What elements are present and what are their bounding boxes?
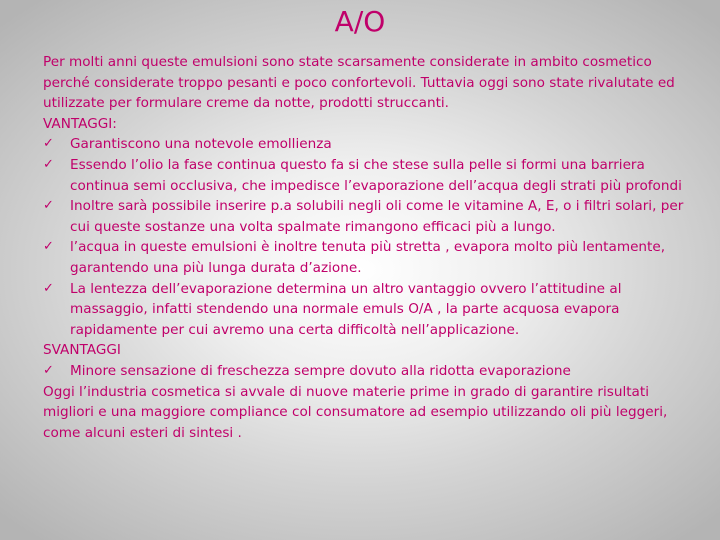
disadvantage-text: Minore sensazione di freschezza sempre dovuto alla ridotta evaporazione — [70, 362, 571, 379]
conclusion-paragraph: Oggi l’industria cosmetica si avvale di nuove materie prime in grado di garantire risultati migliori e una maggiore compliance col consumatore ad esempio utilizzando oli più leggeri, come alcuni esteri di sintesi . — [43, 383, 668, 441]
advantage-item — [43, 279, 693, 341]
disadvantage-item — [43, 361, 693, 382]
disadvantages-heading: SVANTAGGI — [43, 342, 121, 359]
checkmark-icon: ✓ — [43, 362, 54, 378]
advantage-text: Garantiscono una notevole emollienza — [70, 136, 332, 153]
advantage-text: Inoltre sarà possibile inserire p.a solubili negli oli come le vitamine A, E, o i filtri solari, per cui queste sostanze una volta spalmate rimangono efficaci più a lungo. — [70, 198, 684, 235]
advantage-text: La lentezza dell’evaporazione determina un altro vantaggio ovvero l’attitudine al massaggio, infatti stendendo una normale emuls O/A , la parte acquosa evapora rapidamente per cui avremo una certa difficoltà nell’applicazione. — [70, 280, 622, 338]
disadvantages-list — [43, 361, 693, 382]
checkmark-icon: ✓ — [43, 136, 54, 152]
slide-title: A/O — [334, 5, 386, 38]
advantage-text: Essendo l’olio la fase continua questo fa si che stese sulla pelle si formi una barriera continua semi occlusiva, che impedisce l’evaporazione dell’acqua degli strati più profondi — [70, 156, 682, 194]
checkmark-icon: ✓ — [43, 239, 54, 255]
advantages-list — [43, 134, 693, 340]
intro-paragraph: Per molti anni queste emulsioni sono state scarsamente considerate in ambito cosmetico perché considerate troppo pesanti e poco confortevoli. Tuttavia oggi sono state rivalutate ed utilizzate per formulare creme da notte, prodotti struccanti. — [43, 54, 675, 112]
slide-content — [43, 52, 693, 443]
checkmark-icon: ✓ — [43, 156, 54, 172]
advantages-heading: VANTAGGI: — [43, 115, 117, 132]
advantage-item — [43, 155, 693, 196]
advantage-item — [43, 134, 693, 155]
advantage-item — [43, 196, 693, 237]
advantage-text: l’acqua in queste emulsioni è inoltre tenuta più stretta , evapora molto più lentamente, garantendo una più lunga durata d’azione. — [70, 239, 666, 276]
checkmark-icon: ✓ — [43, 280, 54, 296]
checkmark-icon: ✓ — [43, 198, 54, 214]
advantage-item — [43, 237, 693, 278]
